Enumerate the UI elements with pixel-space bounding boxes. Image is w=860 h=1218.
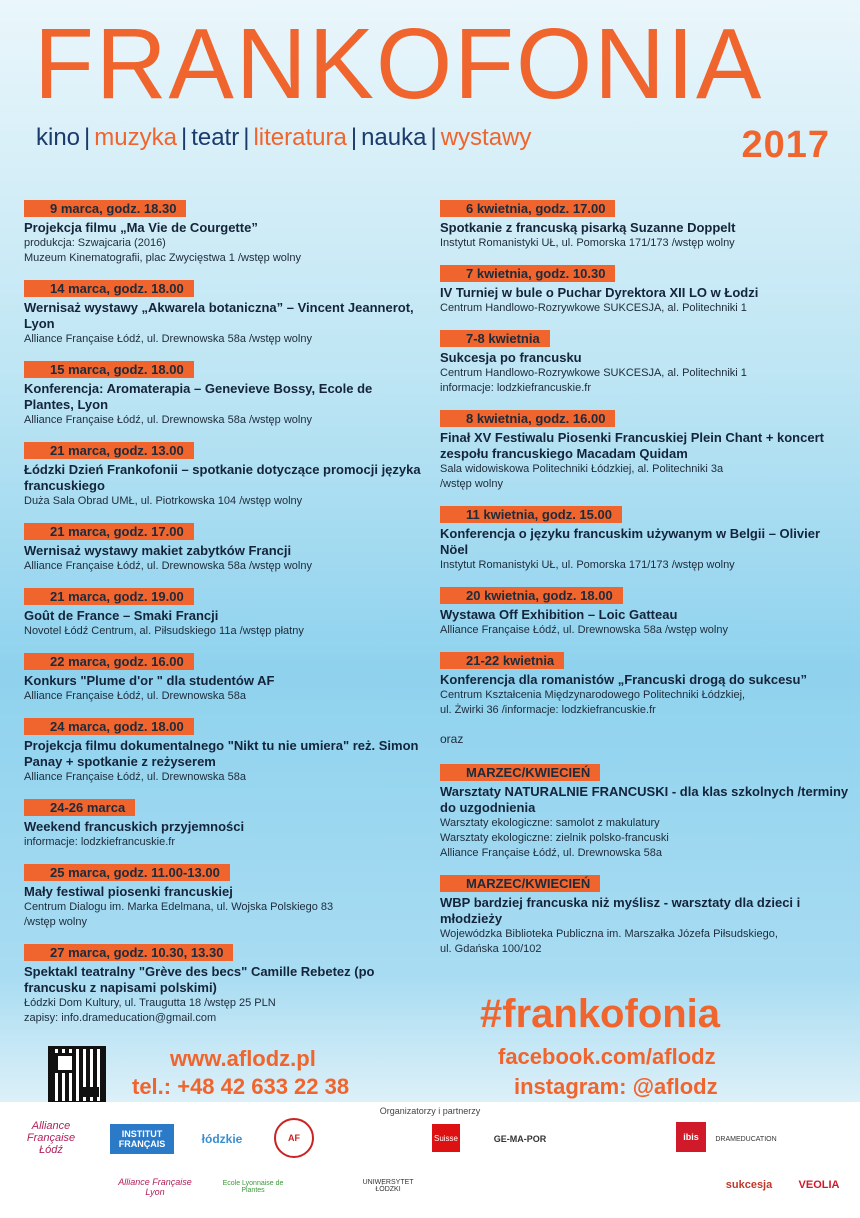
event-info: produkcja: Szwajcaria (2016): [24, 237, 166, 249]
phone-number: tel.: +48 42 633 22 38: [132, 1074, 350, 1099]
event-date: 20 kwietnia, godz. 18.00: [440, 587, 623, 604]
event-info: Centrum Kształcenia Międzynarodowego Politechniki Łódzkiej,: [440, 689, 746, 701]
event-title: Mały festiwal piosenki francuskiej: [24, 884, 233, 899]
event-title: Warsztaty NATURALNIE FRANCUSKI - dla klas szkolnych /terminy do uzgodnienia: [440, 784, 849, 815]
organizers-label: Organizatorzy i partnerzy: [379, 1106, 481, 1116]
event-info: /wstęp wolny: [24, 916, 87, 928]
facebook-link[interactable]: facebook.com/aflodz: [498, 1044, 716, 1069]
event-item: [24, 718, 424, 785]
event-info: Alliance Française Łódź, ul. Drewnowska 58a /wstęp wolny: [440, 624, 728, 636]
sukcesja-logo: sukcesja: [725, 1179, 773, 1191]
organizers-strip: [0, 1102, 860, 1218]
event-info: /wstęp wolny: [440, 478, 503, 490]
event-info: informacje: lodzkiefrancuskie.fr: [440, 382, 592, 394]
event-date: 9 marca, godz. 18.30: [24, 200, 186, 217]
event-item: [440, 265, 850, 316]
event-date: 6 kwietnia, godz. 17.00: [440, 200, 615, 217]
qr-code: [48, 1046, 106, 1104]
event-item: [440, 652, 850, 718]
event-info: Warsztaty ekologiczne: zielnik polsko-francuski: [440, 832, 669, 844]
event-info: Wojewódzka Biblioteka Publiczna im. Marszałka Józefa Piłsudskiego,: [440, 928, 778, 940]
poster-title: FRANKOFONIA: [34, 8, 764, 120]
event-info: Alliance Française Łódź, ul. Drewnowska 58a /wstęp wolny: [24, 333, 312, 345]
event-info: Łódzki Dom Kultury, ul. Traugutta 18 /wstęp 25 PLN: [24, 997, 276, 1009]
event-title: Konferencja o języku francuskim używanym w Belgii – Olivier Nöel: [440, 526, 821, 557]
event-item: [24, 361, 424, 428]
event-item: [24, 442, 424, 509]
event-title: Wernisaż wystawy „Akwarela botaniczna” – Vincent Jeannerot, Lyon: [24, 300, 414, 331]
event-item: [24, 653, 424, 704]
instagram-link[interactable]: instagram: @aflodz: [514, 1074, 718, 1099]
event-info: Alliance Française Łódź, ul. Drewnowska 58a /wstęp wolny: [24, 560, 312, 572]
category-literatura: literatura: [253, 124, 347, 151]
event-title: Spotkanie z francuską pisarką Suzanne Doppelt: [440, 220, 736, 235]
drameducation-logo: DRAMEDUCATION: [715, 1135, 777, 1143]
event-date: MARZEC/KWIECIEŃ: [440, 875, 600, 892]
event-title: IV Turniej w bule o Puchar Dyrektora XII LO w Łodzi: [440, 285, 759, 300]
uniwersytet-lodzki-logo: UNIWERSYTET ŁÓDZKI: [362, 1179, 414, 1193]
event-date: 27 marca, godz. 10.30, 13.30: [24, 944, 233, 961]
category-teatr: teatr: [191, 124, 240, 151]
poster-year: 2017: [741, 124, 830, 166]
event-title: Wernisaż wystawy makiet zabytków Francji: [24, 543, 292, 558]
category-wystawy: wystawy: [440, 124, 532, 151]
event-date: 21 marca, godz. 13.00: [24, 442, 194, 459]
event-date: 24 marca, godz. 18.00: [24, 718, 194, 735]
event-date: 25 marca, godz. 11.00-13.00: [24, 864, 230, 881]
event-date: 7-8 kwietnia: [440, 330, 550, 347]
event-item: [24, 523, 424, 574]
left-event-column: [24, 200, 424, 1040]
right-event-column: [440, 200, 850, 971]
event-title: Goût de France – Smaki Francji: [24, 608, 219, 623]
event-info: Centrum Handlowo-Rozrywkowe SUKCESJA, al. Politechniki 1: [440, 367, 747, 379]
event-title: Łódzki Dzień Frankofonii – spotkanie dotyczące promocji języka francuskiego: [24, 462, 421, 493]
event-info: Novotel Łódź Centrum, al. Piłsudskiego 11a /wstęp płatny: [24, 625, 304, 637]
af-badge-logo: AF: [274, 1118, 314, 1158]
event-info: Warsztaty ekologiczne: samolot z makulatury: [440, 817, 660, 829]
event-title: Wystawa Off Exhibition – Loic Gatteau: [440, 607, 678, 622]
event-date: 14 marca, godz. 18.00: [24, 280, 194, 297]
event-info: Alliance Française Łódź, ul. Drewnowska 58a: [440, 847, 662, 859]
event-title: Projekcja filmu dokumentalnego "Nikt tu nie umiera" reż. Simon Panay + spotkanie z reżyserem: [24, 738, 419, 769]
veolia-logo: VEOLIA: [798, 1179, 840, 1191]
event-title: Sukcesja po francusku: [440, 350, 582, 365]
event-info: Instytut Romanistyki UŁ, ul. Pomorska 171/173 /wstęp wolny: [440, 237, 735, 249]
website-link[interactable]: www.aflodz.pl: [170, 1046, 316, 1071]
event-date: 24-26 marca: [24, 799, 135, 816]
event-item: [440, 875, 850, 957]
event-item: [440, 410, 850, 492]
event-item: [24, 200, 424, 266]
event-info: Sala widowiskowa Politechniki Łódzkiej, al. Politechniki 3a: [440, 463, 724, 475]
event-date: 11 kwietnia, godz. 15.00: [440, 506, 622, 523]
event-info: ul. Żwirki 36 /informacje: lodzkiefrancuskie.fr: [440, 704, 656, 716]
event-info: Instytut Romanistyki UŁ, ul. Pomorska 171/173 /wstęp wolny: [440, 559, 735, 571]
event-item: [440, 330, 850, 396]
suisse-logo: Suisse: [432, 1124, 460, 1152]
event-info: Centrum Dialogu im. Marka Edelmana, ul. Wojska Polskiego 83: [24, 901, 334, 913]
event-item: [24, 588, 424, 639]
event-info: Centrum Handlowo-Rozrywkowe SUKCESJA, al. Politechniki 1: [440, 302, 747, 314]
event-info: ul. Gdańska 100/102: [440, 943, 542, 955]
institut-francais-logo: INSTITUT FRANÇAIS: [110, 1124, 174, 1154]
event-item: [24, 280, 424, 347]
lodzkie-logo: łódzkie: [201, 1132, 243, 1146]
event-item: [440, 506, 850, 573]
event-info: Alliance Française Łódź, ul. Drewnowska 58a /wstęp wolny: [24, 414, 312, 426]
event-info: Alliance Française Łódź, ul. Drewnowska 58a: [24, 771, 246, 783]
event-info: Muzeum Kinematografii, plac Zwycięstwa 1 /wstęp wolny: [24, 252, 301, 264]
oraz-text: oraz: [440, 732, 464, 746]
event-date: 15 marca, godz. 18.00: [24, 361, 194, 378]
gemapor-logo: GE-MA-POR: [493, 1134, 547, 1144]
category-line: kino | muzyka | teatr | literatura | nauka | wystawy: [36, 124, 532, 151]
event-title: Weekend francuskich przyjemności: [24, 819, 245, 834]
hashtag: #frankofonia: [480, 992, 721, 1036]
event-title: Konferencja: Aromaterapia – Genevieve Bossy, Ecole de Plantes, Lyon: [24, 381, 373, 412]
event-date: 22 marca, godz. 16.00: [24, 653, 194, 670]
event-title: Konkurs "Plume d'or " dla studentów AF: [24, 673, 275, 688]
event-date: 7 kwietnia, godz. 10.30: [440, 265, 615, 282]
category-nauka: nauka: [361, 124, 427, 151]
event-item: [24, 944, 424, 1026]
alliance-francaise-logo: Alliance Française Łódź: [26, 1120, 76, 1156]
event-item: [24, 864, 424, 930]
event-info: zapisy: info.drameducation@gmail.com: [24, 1012, 217, 1024]
event-info: Alliance Française Łódź, ul. Drewnowska 58a: [24, 690, 246, 702]
event-info: informacje: lodzkiefrancuskie.fr: [24, 836, 176, 848]
event-item: [440, 587, 850, 638]
ecole-lyonnaise-logo: Ecole Lyonnaise de Plantes: [222, 1180, 284, 1194]
event-item: [440, 764, 850, 861]
event-date: MARZEC/KWIECIEŃ: [440, 764, 600, 781]
event-info: Duża Sala Obrad UMŁ, ul. Piotrkowska 104 /wstęp wolny: [24, 495, 303, 507]
event-item: [440, 200, 850, 251]
alliance-lyon-logo: Alliance Française Lyon: [118, 1177, 192, 1197]
category-muzyka: muzyka: [94, 124, 177, 151]
event-date: 21 marca, godz. 19.00: [24, 588, 194, 605]
event-title: WBP bardziej francuska niż myślisz - warsztaty dla dzieci i młodzieży: [440, 895, 801, 926]
category-kino: kino: [36, 124, 81, 151]
event-title: Spektakl teatralny "Grève des becs" Camille Rebetez (po francusku z napisami polskimi): [24, 964, 375, 995]
event-date: 21 marca, godz. 17.00: [24, 523, 194, 540]
ibis-logo: ibis: [676, 1122, 706, 1152]
event-item: [24, 799, 424, 850]
event-date: 8 kwietnia, godz. 16.00: [440, 410, 615, 427]
event-title: Konferencja dla romanistów „Francuski drogą do sukcesu”: [440, 672, 807, 687]
event-date: 21-22 kwietnia: [440, 652, 564, 669]
event-title: Projekcja filmu „Ma Vie de Courgette”: [24, 220, 258, 235]
event-title: Finał XV Festiwalu Piosenki Francuskiej Plein Chant + koncert zespołu francuskiego Macadam Quidam: [440, 430, 824, 461]
